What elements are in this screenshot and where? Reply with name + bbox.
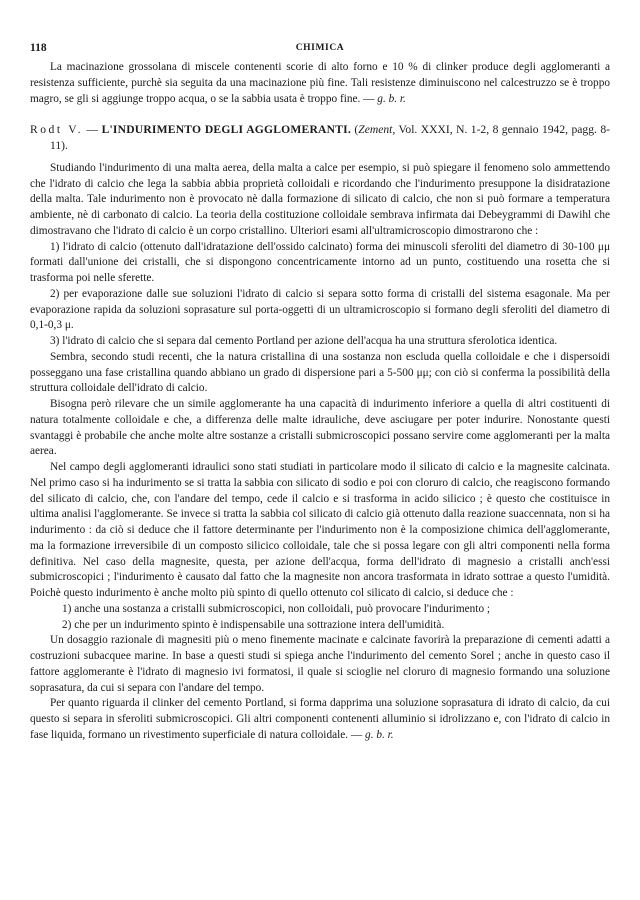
body-paragraph: Sembra, secondo studi recenti, che la natura cristallina di una sostanza non escluda quella colloidale e che i dispersoidi posseggano una fase cristallina quando abbiano un grado di dispersione pari a 5-500 μμ; con ciò si conferma la possibilità della struttura colloidale dell'idrato di calcio.: [30, 350, 610, 395]
body-paragraph: Un dosaggio razionale di magnesiti più o meno finemente macinate e calcinate favorirà la preparazione di cementi adatti a costruzioni subacquee marine. In base a questi studi si spiega anche l'indurimento del cemento Sorel ; anche in questo caso il fattore agglomerante è l'idrato di magnesio ivi formatosi, il quale si scioglie nel cloruro di magnesio formando una soluzione soprasatura, da cui si separa con l'andare del tempo.: [30, 634, 610, 694]
list-item: 2) che per un indurimento spinto è indispensabile una sottrazione intera dell'umidità.: [62, 618, 445, 631]
article-title: L'INDURIMENTO DEGLI AGGLOMERANTI.: [101, 123, 351, 137]
list-item: 1) l'idrato di calcio (ottenuto dall'idratazione dell'ossido calcinato) forma dei minuscoli sferoliti del diametro di 30-100 μμ formati dall'unione dei cristalli, che si dispongono concentricamente intorno ad un punto, costituendo una rosetta che si trasforma poi nelle sferette.: [30, 240, 610, 284]
body-paragraph: Studiando l'indurimento di una malta aerea, della malta a calce per esempio, si può spiegare il fenomeno solo ammettendo che l'idrato di calcio che lega la sabbia abbia proprietà colloidali e ricordando che l'indurimento presuppone la disidratazione della malta. Tale indurimento non è provocato nè dalla formazione di silicato di calcio, che non si può formare a temperatura ambiente, nè di carbonato di calcio. La teoria della costituzione colloidale sembrava infirmata dai Debeygrammi di Dawihl che dimostravano che l'idrato di calcio è un corpo cristallino. Ulteriori esami all'ultramicroscopio dimostrarono che :: [30, 161, 610, 237]
page-body: [30, 60, 610, 744]
article-author: Rodt V.: [30, 123, 84, 137]
article-journal: Zement,: [358, 123, 396, 137]
article-dash: —: [86, 123, 99, 137]
article-citation: Vol. XXXI, N. 1-2, 8 gennaio 1942, pagg. 8-11).: [50, 123, 611, 152]
running-title: CHIMICA: [295, 43, 345, 53]
body-paragraph: Nel campo degli agglomeranti idraulici sono stati studiati in particolare modo il silicato di calcio e la magnesite calcinata. Nel primo caso si ha indurimento se si tratta la sabbia con silicato di sodio e poi con cloruro di calcio, che reagiscono formando del silicato di calcio, che, con l'andare del tempo, cede il calcio e si trasforma in acido silicico ; è questo che costituisce in ultima analisi l'agglomerante. Se invece si tratta la sabbia col silicato di calcio già ottenuto dalla reazione suaccennata, non si ha indurimento : da ciò si deduce che il fattore determinante per l'indurimento non è la composizione chimica dell'agglomerante, ma la formazione irreversibile di un composto silicico colloidale, tale che si possa legare con gli altri componenti nella forma definitiva. Nel caso della magnesite, questa, per azione dell'acqua, forma dell'idrato di magnesio a cristalli anch'essi submicroscopici ; l'indurimento è causato dal fatto che la magnesite non ancora trasformata in idrato sottrae a questo l'umidità. Poichè questo indurimento è anche molto più spinto di quello ottenuto col silicato di calcio, si deduce che :: [30, 461, 610, 599]
body-paragraph: Bisogna però rilevare che un simile agglomerante ha una capacità di indurimento inferiore a quella di altri costituenti di natura totalmente colloidale e che, a differenza delle malte idrauliche, deve asciugare per poter indurire. Nonostante questi svantaggi è probabile che anche molte altre sostanze a cristalli submicroscopici possano servire come agglomeranti per la malta aerea.: [30, 398, 610, 458]
list-item: 2) per evaporazione dalle sue soluzioni l'idrato di calcio si separa sotto forma di cristalli del sistema esagonale. Ma per evaporazione rapida da soluzioni soprasature sul porta-oggetti di un ultramicroscopio si formano degli sferoliti del diametro di 0,1-0,3 μ.: [30, 287, 610, 332]
list-item: 1) anche una sostanza a cristalli submicroscopici, non colloidali, può provocare l'indurimento ;: [62, 602, 491, 615]
body-paragraph: [30, 696, 610, 743]
page-header: [30, 42, 610, 60]
intro-paragraph: [30, 60, 610, 107]
article-heading: Rodt V. — L'INDURIMENTO DEGLI AGGLOMERANTI. (Zement, Vol. XXXI, N. 1-2, 8 gennaio 1942, pagg. 8-11).: [30, 123, 611, 152]
page: [30, 42, 610, 744]
page-number: 118: [30, 42, 47, 54]
article-signature: g. b. r.: [365, 728, 394, 741]
intro-signature: g. b. r.: [377, 92, 406, 105]
list-item: 3) l'idrato di calcio che si separa dal cemento Portland per azione dell'acqua ha una struttura sferolotica identica.: [50, 335, 558, 347]
intro-text: La macinazione grossolana di miscele contenenti scorie di alto forno e 10 % di clinker produce degli agglomeranti a resistenza sufficiente, purchè sia seguita da una macinazione più fine. Tali resistenze diminuiscono nel calcestruzzo se è troppo magro, se gli si aggiunge troppo acqua, o se la sabbia usata è troppo fine. —: [30, 61, 610, 105]
final-paragraph-text: Per quanto riguarda il clinker del cemento Portland, si forma dapprima una soluzione soprasatura di idrato di calcio, da cui questo si separa in sferoliti submicroscopici. Gli altri componenti contenenti alluminio si idrolizzano e, con l'idrato di calcio in fase liquida, formano un rivestimento superficiale di natura colloidale. —: [30, 697, 610, 741]
